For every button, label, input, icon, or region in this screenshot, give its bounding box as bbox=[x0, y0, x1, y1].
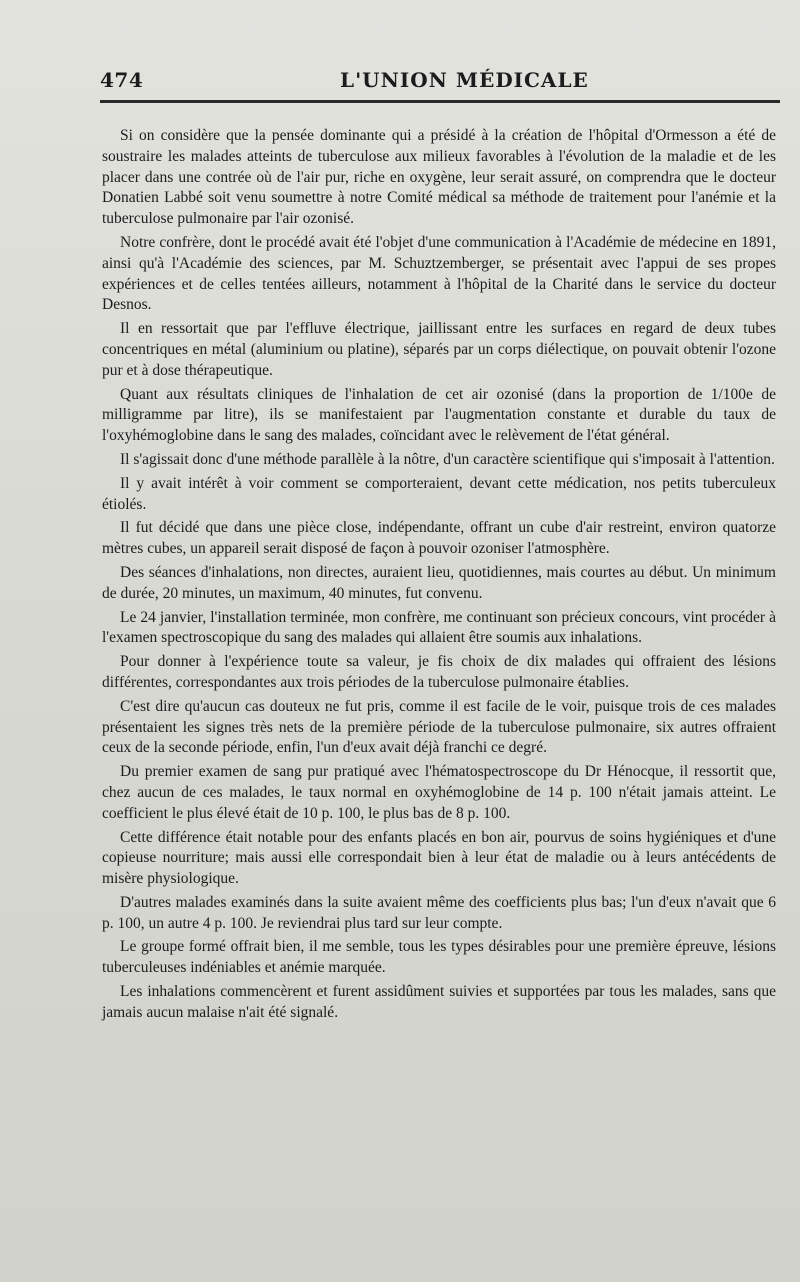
paragraph: C'est dire qu'aucun cas douteux ne fut pris, comme il est facile de le voir, puisque trois de ces malades présentaient les signes très nets de la première période de la tuberculose pulmonaire, six autres offraient ceux de la seconde période, enfin, l'un d'eux avait déjà franchi ce degré. bbox=[102, 697, 776, 757]
paragraph: Des séances d'inhalations, non directes, auraient lieu, quotidiennes, mais courtes au début. Un minimum de durée, 20 minutes, un maximum, 40 minutes, fut convenu. bbox=[102, 563, 776, 602]
paragraph: Notre confrère, dont le procédé avait été l'objet d'une communication à l'Académie de médecine en 1891, ainsi qu'à l'Académie des sciences, par M. Schuztzemberger, se présentait avec l'appui de ses propes expériences et de celles tentées ailleurs, notamment à l'hôpital de la Charité dans le service du docteur Desnos. bbox=[102, 233, 776, 314]
running-title: L'UNION MÉDICALE bbox=[340, 68, 589, 92]
paragraph: Quant aux résultats cliniques de l'inhalation de cet air ozonisé (dans la proportion de 1/100e de milligramme par litre), ils se manifestaient par l'augmentation constante et durable du taux de l'oxyhémoglobine dans le sang des malades, coïncidant avec le relèvement de l'état général. bbox=[102, 385, 776, 445]
paragraph: Les inhalations commencèrent et furent assidûment suivies et supportées par tous les malades, sans que jamais aucun malaise n'ait été signalé. bbox=[102, 983, 776, 1021]
paragraph: Si on considère que la pensée dominante qui a présidé à la création de l'hôpital d'Ormesson a été de soustraire les malades atteints de tuberculose aux milieux favorables à l'évolution de la maladie et de les placer dans une contrée où de l'air pur, riche en oxygène, leur serait assuré, on comprendra que le docteur Donatien Labbé soit venu soumettre à notre Comité médical sa méthode de traitement pour l'anémie et la tuberculose pulmonaire par l'air ozonisé. bbox=[102, 127, 776, 228]
paragraph: Pour donner à l'expérience toute sa valeur, je fis choix de dix malades qui offraient des lésions différentes, correspondantes aux trois périodes de la tuberculose pulmonaire établies. bbox=[102, 653, 776, 691]
page-header bbox=[100, 68, 780, 98]
paragraph: Il y avait intérêt à voir comment se comporteraient, devant cette médication, nos petits tuberculeux étiolés. bbox=[102, 474, 776, 513]
header-rule bbox=[100, 100, 780, 103]
article-body bbox=[102, 126, 776, 1027]
paragraph: D'autres malades examinés dans la suite avaient même des coefficients plus bas; l'un d'eux n'avait que 6 p. 100, un autre 4 p. 100. Je reviendrai plus tard sur leur compte. bbox=[102, 893, 776, 932]
paragraph: Il s'agissait donc d'une méthode parallèle à la nôtre, d'un caractère scientifique qui s'imposait à l'attention. bbox=[120, 450, 775, 468]
paragraph: Le 24 janvier, l'installation terminée, mon confrère, me continuant son précieux concours, vint procéder à l'examen spectroscopique du sang des malades qui allaient être soumis aux inhalations. bbox=[102, 608, 776, 647]
paragraph: Le groupe formé offrait bien, il me semble, tous les types désirables pour une première épreuve, lésions tuberculeuses indéniables et anémie marquée. bbox=[102, 938, 776, 977]
paragraph: Il fut décidé que dans une pièce close, indépendante, offrant un cube d'air restreint, environ quatorze mètres cubes, un appareil serait disposé de façon à pouvoir ozoniser l'atmosphère. bbox=[102, 519, 776, 558]
paragraph: Cette différence était notable pour des enfants placés en bon air, pourvus de soins hygiéniques et d'une copieuse nourriture; mais aussi elle correspondait bien à leur état de maladie ou à leurs antécédents de misère physiologique. bbox=[102, 828, 776, 888]
paragraph: Il en ressortait que par l'effluve électrique, jaillissant entre les surfaces en regard de deux tubes concentriques en métal (aluminium ou platine), séparés par un corps diélectique, on pouvait obtenir l'ozone pur et à dose thérapeutique. bbox=[102, 320, 776, 379]
page-number: 474 bbox=[100, 68, 144, 92]
paragraph: Du premier examen de sang pur pratiqué avec l'hématospectroscope du Dr Hénocque, il ressortit que, chez aucun de ces malades, le taux normal en oxyhémoglobine de 14 p. 100 n'était jamais atteint. Le coefficient le plus élevé était de 10 p. 100, le plus bas de 8 p. 100. bbox=[102, 763, 776, 822]
